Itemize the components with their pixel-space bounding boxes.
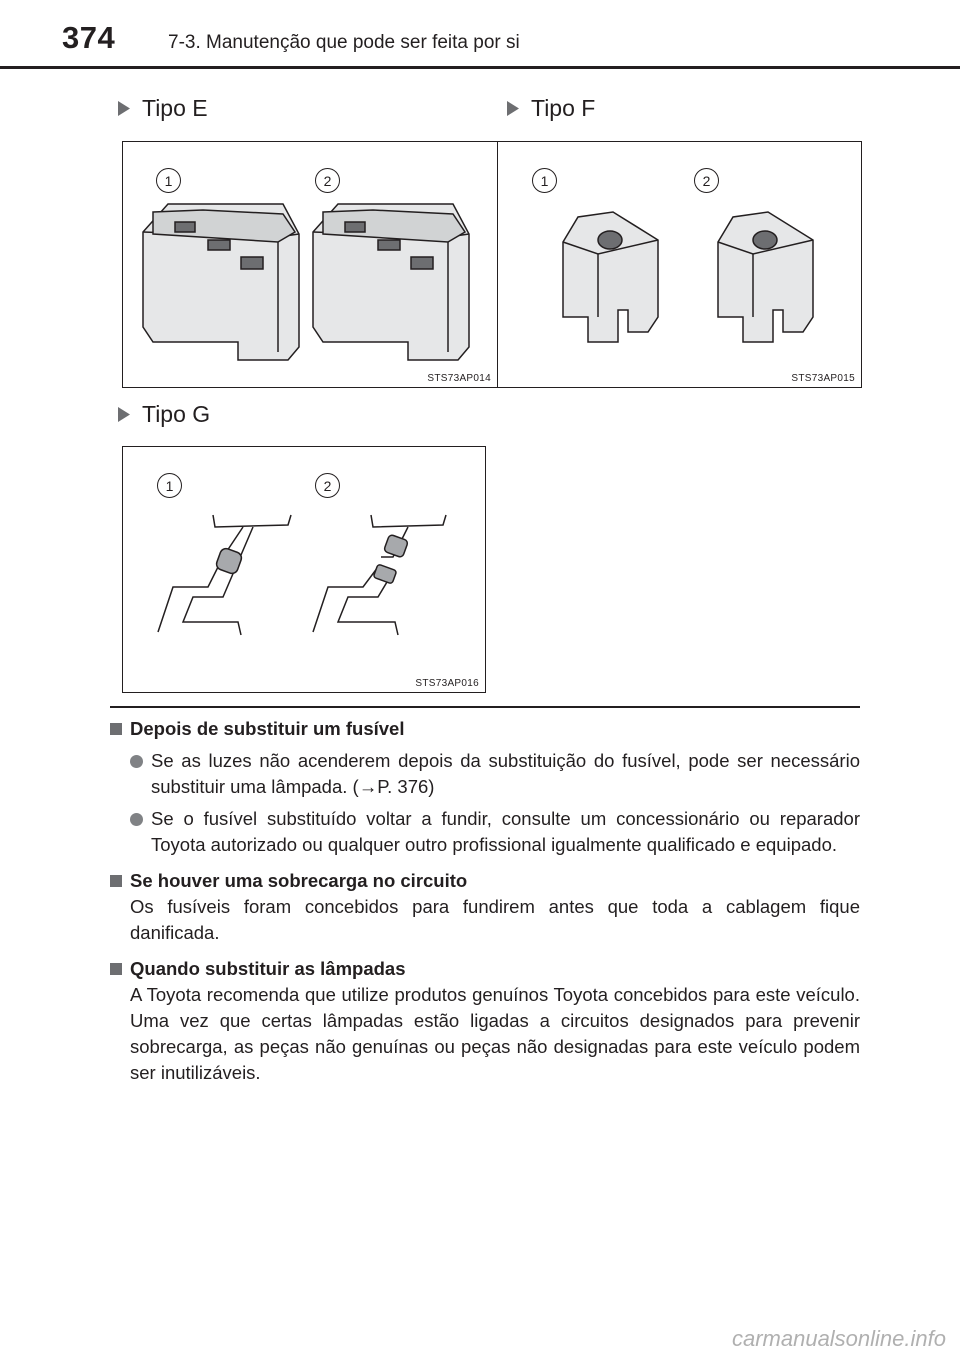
section-paragraph: A Toyota recomenda que utilize produtos genuínos Toyota concebidos para este veículo. Uma vez que certas lâmpadas estão ligadas a circuitos designados para prevenir sobrecarga, as peças não genuínas ou peças não designadas para este veículo podem ser inutilizáveis. bbox=[130, 984, 860, 1083]
section-heading-text: Depois de substituir um fusível bbox=[130, 718, 405, 739]
watermark: carmanualsonline.info bbox=[731, 1326, 946, 1351]
section-circuit-overload bbox=[110, 868, 860, 946]
list-item-text: Se o fusível substituído voltar a fundir, consulte um concessionário ou reparador Toyota autorizado ou qualquer outro profissional igualmente qualificado e equipado. bbox=[151, 808, 860, 855]
type-f-label bbox=[507, 95, 595, 122]
notes-area bbox=[110, 716, 860, 1096]
list-item bbox=[130, 748, 860, 800]
square-icon bbox=[110, 875, 122, 887]
section-heading-text: Se houver uma sobrecarga no circuito bbox=[130, 870, 468, 891]
figure-code: STS73AP016 bbox=[415, 678, 479, 689]
triangle-right-icon bbox=[118, 101, 130, 116]
type-g-label-text: Tipo G bbox=[142, 401, 211, 427]
section-heading-text: Quando substituir as lâmpadas bbox=[130, 958, 406, 979]
chapter-title: 7-3. Manutenção que pode ser feita por si bbox=[168, 32, 520, 53]
triangle-right-icon bbox=[118, 407, 130, 422]
list-item bbox=[130, 806, 860, 858]
section-rule bbox=[110, 706, 860, 708]
marker-1: 1 bbox=[156, 168, 181, 193]
type-f-label-text: Tipo F bbox=[531, 95, 596, 121]
marker-2: 2 bbox=[315, 473, 340, 498]
type-e-label-text: Tipo E bbox=[142, 95, 208, 121]
marker-2: 2 bbox=[694, 168, 719, 193]
square-icon bbox=[110, 963, 122, 975]
type-e-label bbox=[118, 95, 208, 122]
marker-2: 2 bbox=[315, 168, 340, 193]
figure-type-e bbox=[122, 141, 498, 388]
section-heading bbox=[110, 716, 860, 742]
marker-1: 1 bbox=[157, 473, 182, 498]
header-rule bbox=[0, 66, 960, 69]
marker-1: 1 bbox=[532, 168, 557, 193]
figure-code: STS73AP014 bbox=[427, 373, 491, 384]
section-heading bbox=[110, 956, 860, 982]
figure-type-g bbox=[122, 446, 486, 693]
triangle-right-icon bbox=[507, 101, 519, 116]
section-replacing-bulbs bbox=[110, 956, 860, 1086]
circle-bullet-icon bbox=[130, 813, 143, 826]
circle-bullet-icon bbox=[130, 755, 143, 768]
list-item-text: Se as luzes não acenderem depois da substituição do fusível, pode ser necessário substituir uma lâmpada. (→P. 376) bbox=[151, 750, 860, 797]
square-icon bbox=[110, 723, 122, 735]
section-paragraph: Os fusíveis foram concebidos para fundirem antes que toda a cablagem fique danificada. bbox=[130, 896, 860, 943]
page-number: 374 bbox=[62, 20, 116, 55]
section-heading bbox=[110, 868, 860, 894]
type-g-label bbox=[118, 401, 210, 428]
figure-type-f bbox=[497, 141, 862, 388]
figure-code: STS73AP015 bbox=[791, 373, 855, 384]
section-after-replacing-fuse bbox=[110, 716, 860, 858]
